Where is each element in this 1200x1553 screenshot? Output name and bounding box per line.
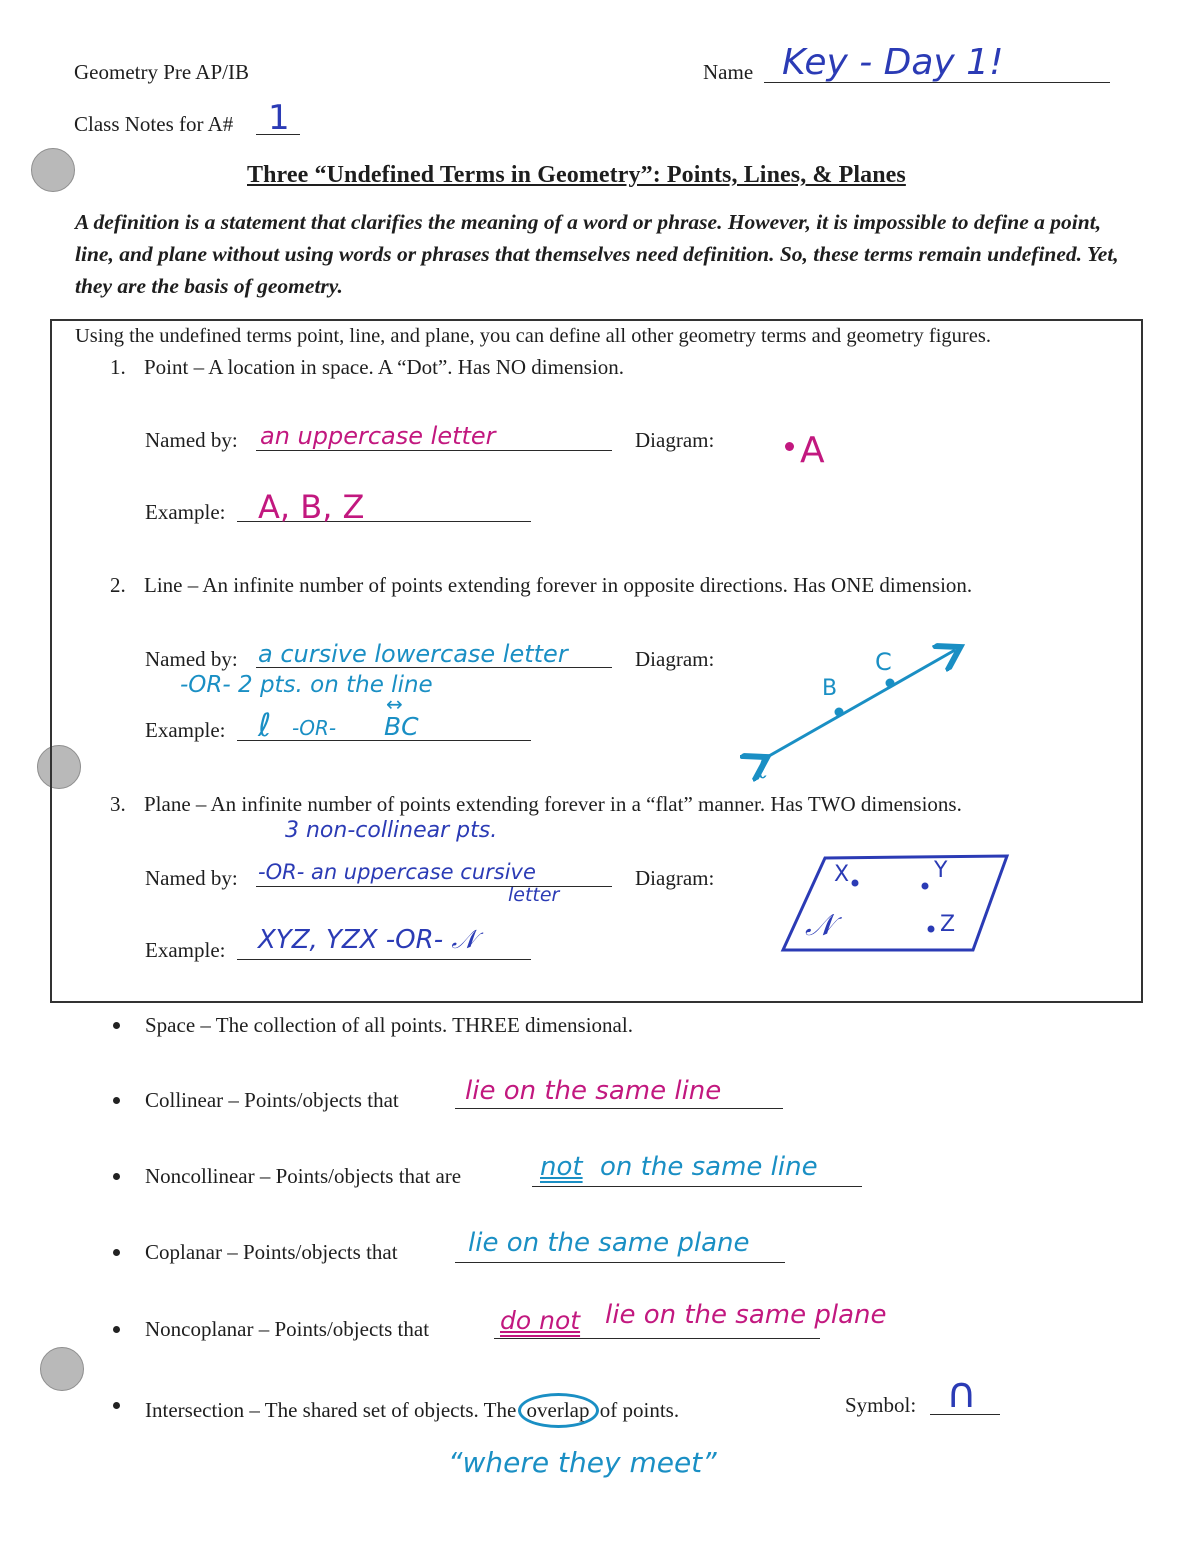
box-lead: Using the undefined terms point, line, and plane, you can define all other geometry terms and geometry figures.	[75, 325, 991, 347]
line-example-arrow: ↔	[386, 692, 403, 716]
term-noncoplanar-answer: lie on the same plane	[605, 1300, 887, 1330]
plane-diagram-label-z: Z	[940, 912, 956, 937]
term-collinear-answer: lie on the same line	[465, 1076, 722, 1106]
term-collinear-line	[455, 1108, 783, 1109]
course-name: Geometry Pre AP/IB	[74, 60, 249, 84]
term-collinear	[145, 1088, 399, 1113]
line-example-or: -OR-	[292, 716, 337, 740]
assignment-number: 1	[268, 98, 290, 138]
intersection-symbol-label: Symbol:	[845, 1393, 917, 1417]
line-named-by-label: Named by:	[145, 647, 238, 671]
term-intersection	[145, 1393, 679, 1428]
term-collinear-label: Collinear – Points/objects that	[145, 1088, 399, 1112]
plane-named-by-label: Named by:	[145, 866, 238, 890]
plane-diagram	[775, 850, 1015, 960]
plane-named-by-value: -OR- an uppercase cursive	[258, 860, 536, 884]
point-diagram-label-a: A	[800, 430, 825, 471]
plane-diagram-point-x	[852, 880, 859, 887]
class-notes-label: Class Notes for A#	[74, 112, 234, 136]
plane-diagram-label-y: Y	[934, 858, 948, 883]
binder-hole-bottom	[40, 1347, 84, 1391]
point-named-by-label: Named by:	[145, 428, 238, 452]
term-noncollinear-label: Noncollinear – Points/objects that are	[145, 1164, 462, 1188]
plane-number: 3.	[110, 792, 126, 816]
point-heading: Point – A location in space. A “Dot”. Has NO dimension.	[144, 355, 625, 379]
term-noncoplanar-answer-do-not: do not	[500, 1306, 581, 1335]
plane-example-value: XYZ, YZX -OR- 𝒩	[258, 925, 477, 955]
line-example-label: Example:	[145, 718, 226, 742]
term-noncollinear-line	[532, 1186, 862, 1187]
point-named-by-value: an uppercase letter	[260, 422, 496, 450]
point-named-by-line	[256, 450, 612, 451]
line-diagram-point-b	[835, 708, 844, 717]
line-heading: Line – An infinite number of points extending forever in opposite directions. Has ONE dimension.	[144, 573, 973, 597]
binder-hole-top	[31, 148, 75, 192]
line-diagram	[740, 640, 980, 800]
line-diagram-label-b: B	[822, 676, 838, 701]
plane-heading: Plane – An infinite number of points extending forever in a “flat” manner. Has TWO dimensions.	[144, 792, 962, 816]
intersection-symbol: ∩	[946, 1368, 977, 1417]
plane-diagram-point-z	[928, 926, 935, 933]
plane-example-label: Example:	[145, 938, 226, 962]
line-diagram-label-c: C	[875, 648, 892, 676]
plane-diagram-point-y	[922, 883, 929, 890]
line-diagram-label: Diagram:	[635, 647, 715, 671]
plane-diagram-label-x: X	[834, 862, 850, 887]
line-named-by-value: a cursive lowercase letter	[258, 640, 568, 668]
line-named-by-extra: -OR- 2 pts. on the line	[180, 672, 433, 698]
name-label: Name	[703, 60, 754, 84]
line-diagram-label-l: ℓ	[757, 752, 769, 785]
line-example-value-l: ℓ	[258, 706, 272, 744]
name-value: Key - Day 1!	[782, 42, 1004, 83]
term-space-label: Space – The collection of all points. THREE dimensional.	[145, 1013, 633, 1037]
point-number: 1.	[110, 355, 126, 379]
line-example-value-bc: BC	[384, 712, 419, 741]
point-example-label: Example:	[145, 500, 226, 524]
line-number: 2.	[110, 573, 126, 597]
point-diagram-dot	[785, 442, 794, 451]
term-coplanar	[145, 1240, 398, 1265]
term-coplanar-line	[455, 1262, 785, 1263]
term-noncollinear	[145, 1164, 461, 1189]
term-noncoplanar-line	[494, 1338, 820, 1339]
term-intersection-label-2: of points.	[599, 1398, 680, 1422]
intersection-note: “where they meet”	[448, 1446, 717, 1479]
term-noncoplanar-label: Noncoplanar – Points/objects that	[145, 1317, 430, 1341]
term-noncollinear-answer-not: not	[540, 1152, 583, 1182]
line-diagram-point-c	[886, 679, 895, 688]
plane-diagram-label: Diagram:	[635, 866, 715, 890]
point-diagram-label: Diagram:	[635, 428, 715, 452]
term-noncollinear-answer: on the same line	[600, 1152, 818, 1182]
point-example-value: A, B, Z	[258, 488, 365, 526]
plane-diagram-label-n: 𝒩	[805, 908, 834, 943]
plane-named-by-above: 3 non-collinear pts.	[285, 818, 498, 843]
term-noncoplanar	[145, 1317, 429, 1342]
term-coplanar-label: Coplanar – Points/objects that	[145, 1240, 398, 1264]
term-coplanar-answer: lie on the same plane	[468, 1228, 750, 1258]
term-space	[145, 1013, 633, 1038]
plane-named-by-value-2: letter	[508, 884, 560, 906]
plane-example-line	[237, 959, 531, 960]
page-title: Three “Undefined Terms in Geometry”: Points, Lines, & Planes	[247, 162, 906, 188]
line-diagram-line	[762, 650, 955, 760]
term-intersection-circled: overlap	[518, 1393, 599, 1428]
term-intersection-label: Intersection – The shared set of objects. The	[145, 1398, 517, 1422]
intro-paragraph: A definition is a statement that clarifies the meaning of a word or phrase. However, it is impossible to define a point, line, and plane without using words or phrases that themselves need definition. So, these terms remain undefined. Yet, they are the basis of geometry.	[75, 210, 1119, 298]
